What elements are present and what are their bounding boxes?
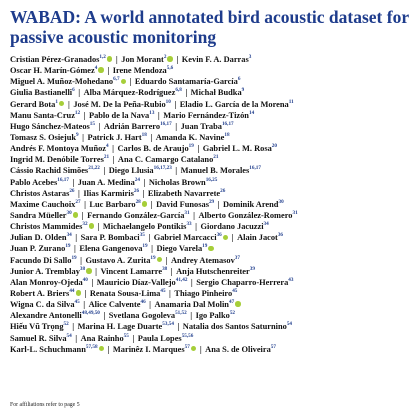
author-name: Tomasz S. Osiejuk <box>10 132 77 142</box>
affiliation-superscript[interactable]: 31 <box>292 210 298 217</box>
author-separator: | <box>129 77 132 87</box>
affiliation-superscript[interactable]: 45 <box>74 299 80 306</box>
author-name: Julian D. Olden <box>10 233 67 243</box>
author-separator: | <box>81 210 84 220</box>
author-line <box>10 110 416 121</box>
orcid-icon[interactable] <box>73 212 79 218</box>
author-name: Luc Barbaro <box>89 199 136 209</box>
orcid-icon[interactable] <box>157 257 163 263</box>
author-name: Ilias Karmiris <box>83 188 134 198</box>
author-separator: | <box>149 300 152 310</box>
orcid-icon[interactable] <box>76 290 82 296</box>
author-name: Thiago Pinheiro <box>174 288 233 298</box>
affiliation-superscript[interactable]: 57,58 <box>85 343 98 350</box>
affiliation-superscript[interactable]: 4 <box>106 143 109 150</box>
author-name: Igo Palko <box>195 311 230 321</box>
author-name: Kevin F. A. Darras <box>181 55 249 64</box>
affiliation-superscript[interactable]: 57 <box>184 343 190 350</box>
author-name: Diego Varela <box>156 244 203 254</box>
orcid-icon[interactable] <box>98 67 104 73</box>
affiliation-superscript[interactable]: 35 <box>139 232 145 239</box>
author-separator: | <box>107 66 110 76</box>
author-name: Svetlana Gogoleva <box>108 311 176 321</box>
author-line <box>10 288 416 299</box>
author-separator: | <box>112 155 115 165</box>
author-name: Ana S. de Oliveira <box>205 344 271 354</box>
affiliation-superscript[interactable]: 5,6 <box>166 65 174 72</box>
author-name: Ana Rainho <box>80 333 124 343</box>
affiliation-superscript[interactable]: 21 <box>103 154 110 161</box>
affiliation-superscript[interactable]: 26 <box>133 187 140 194</box>
author-name: Cássio Rachid Simões <box>10 166 89 176</box>
author-name: Sara P. Bombaci <box>80 233 140 243</box>
orcid-icon[interactable] <box>142 201 148 207</box>
affiliation-superscript[interactable]: 52 <box>229 310 235 317</box>
author-name: Andrey Atemasov <box>170 255 235 265</box>
author-line <box>10 232 416 243</box>
author-name: Pablo de la Nava <box>88 110 150 120</box>
author-name: Diego Llusia <box>108 166 154 176</box>
author-line <box>10 154 416 165</box>
affiliation-superscript[interactable]: 15 <box>89 121 95 128</box>
affiliation-superscript[interactable]: 20 <box>271 143 277 150</box>
author-separator: | <box>84 288 87 298</box>
affiliation-superscript[interactable]: 43 <box>288 277 294 284</box>
affiliation-superscript[interactable]: 48,49,50 <box>81 310 100 317</box>
author-name: Elizabeth Navarrete <box>147 188 221 198</box>
affiliation-superscript[interactable]: 1,2 <box>99 54 106 61</box>
author-line <box>10 188 416 199</box>
paper-title: WABAD: A world annotated bird acoustic dataset for passive acoustic monitoring <box>10 7 409 47</box>
affiliation-superscript[interactable]: 28 <box>135 199 141 206</box>
author-line <box>10 54 416 65</box>
affiliation-superscript[interactable]: 19 <box>65 243 71 250</box>
affiliation-superscript[interactable]: 54 <box>66 332 72 339</box>
affiliation-superscript[interactable]: 9 <box>76 132 79 139</box>
author-separator: | <box>170 266 173 276</box>
author-name: Mario Fernández-Tizón <box>163 110 249 120</box>
author-separator: | <box>67 99 70 109</box>
author-line <box>10 132 416 143</box>
affiliation-superscript[interactable]: 6,7 <box>113 76 120 83</box>
author-name: Gabriel Marcacci <box>153 233 217 243</box>
author-name: Hiếu Vũ Trọng <box>10 322 64 332</box>
author-line <box>10 299 416 310</box>
author-name: Alan Monroy-Ojeda <box>10 277 83 287</box>
author-line <box>10 76 416 87</box>
orcid-icon[interactable] <box>99 346 105 352</box>
affiliation-superscript[interactable]: 53,54 <box>162 321 174 328</box>
orcid-icon[interactable] <box>86 268 92 274</box>
author-line <box>10 321 416 332</box>
author-name: Ana C. Camargo Catalano <box>117 155 214 165</box>
affiliation-superscript[interactable]: 47 <box>228 299 235 306</box>
author-separator: | <box>185 88 188 98</box>
affiliation-superscript[interactable]: 12 <box>74 109 81 116</box>
author-separator: | <box>80 255 82 265</box>
author-line <box>10 210 416 221</box>
author-line <box>10 165 416 176</box>
orcid-icon[interactable] <box>208 246 214 252</box>
author-name: Andrés F. Montoya Muñoz <box>10 144 107 154</box>
author-name: Hugo Sánchez-Mateos <box>10 121 90 131</box>
author-name: Sandra Müeller <box>10 210 67 220</box>
affiliation-superscript[interactable]: 37 <box>234 254 240 261</box>
author-separator: | <box>75 233 78 243</box>
author-separator: | <box>72 322 75 332</box>
orcid-icon[interactable] <box>191 346 197 352</box>
author-name: Oscar H. Marín-Gómez <box>10 66 95 76</box>
author-name: José M. De la Peña-Rubio <box>73 99 166 109</box>
author-line <box>10 221 416 232</box>
author-separator: | <box>193 210 195 220</box>
affiliation-superscript[interactable]: 39 <box>249 265 255 272</box>
author-name: Karl-L. Schuchmann <box>10 344 86 354</box>
author-name: Alice Calvente <box>88 300 141 310</box>
author-name: Dominik Arend <box>223 199 279 209</box>
author-name: Juan P. Zurano <box>10 244 66 254</box>
author-name: Michaelangelo Pontikis <box>102 222 187 232</box>
author-separator: | <box>177 322 180 332</box>
affiliation-superscript[interactable]: 36 <box>216 232 222 239</box>
affiliation-superscript[interactable]: 6 <box>72 87 75 94</box>
author-name: Jon Morant <box>121 55 164 64</box>
author-separator: | <box>190 277 193 287</box>
author-name: David Funosas <box>156 199 209 209</box>
author-separator: | <box>157 110 160 120</box>
author-line <box>10 121 416 132</box>
affiliation-superscript[interactable]: 57 <box>270 343 276 350</box>
author-name: Elena Gangenova <box>79 244 143 254</box>
affiliation-superscript[interactable]: 11 <box>288 98 294 105</box>
affiliation-superscript[interactable]: 13 <box>149 109 155 116</box>
author-separator: | <box>165 255 168 265</box>
orcid-icon[interactable] <box>59 101 65 107</box>
author-separator: | <box>84 199 86 209</box>
author-separator: | <box>150 132 153 142</box>
author-line <box>10 65 416 76</box>
author-separator: | <box>143 177 146 187</box>
author-name: Gustavo A. Zurita <box>85 255 151 265</box>
affiliation-superscript[interactable]: 36 <box>277 232 284 239</box>
affiliation-superscript[interactable]: 16,17 <box>249 165 261 172</box>
author-separator: | <box>115 55 118 64</box>
affiliation-superscript[interactable]: 19 <box>150 254 156 261</box>
author-separator: | <box>103 311 106 321</box>
affiliation-superscript[interactable]: 19 <box>202 243 208 250</box>
affiliation-superscript[interactable]: 29 <box>208 199 215 206</box>
author-name: Juan A. Medina <box>77 177 135 187</box>
orcid-icon[interactable] <box>235 301 241 307</box>
affiliation-superscript[interactable]: 2 <box>163 54 167 61</box>
affiliation-superscript[interactable]: 16,17 <box>221 121 234 128</box>
author-separator: | <box>78 188 80 198</box>
affiliation-superscript[interactable]: 31 <box>184 210 190 217</box>
author-separator: | <box>190 311 193 321</box>
author-line <box>10 344 416 355</box>
affiliation-superscript[interactable]: 10 <box>165 98 171 105</box>
author-name: Facundo Di Sallo <box>10 255 72 265</box>
author-name: Vincent Lamarre <box>100 266 163 276</box>
author-separator: | <box>231 233 234 243</box>
affiliation-superscript[interactable]: 44 <box>69 288 75 295</box>
affiliation-superscript[interactable]: 21,22 <box>88 165 100 172</box>
author-name: Gabriel L. M. Rosa <box>202 144 272 154</box>
author-name: Eduardo Santamaría-García <box>134 77 238 87</box>
affiliation-superscript[interactable]: 40 <box>82 277 88 284</box>
author-separator: | <box>91 277 94 287</box>
orcid-icon[interactable] <box>223 235 229 241</box>
author-name: Alba Márquez-Rodríguez <box>83 88 176 98</box>
author-name: Christos Mammides <box>10 222 83 232</box>
affiliations-note: For affiliations refer to page 5 <box>10 402 80 408</box>
author-name: Alain Jacot <box>237 233 278 243</box>
orcid-icon[interactable] <box>107 56 113 62</box>
author-name: Natalia dos Santos Saturnino <box>182 322 287 332</box>
author-name: Carlos B. de Araujo <box>117 144 189 154</box>
author-line <box>10 266 416 277</box>
author-line <box>10 143 416 154</box>
affiliation-superscript[interactable]: 52 <box>63 321 69 328</box>
author-separator: | <box>97 222 100 232</box>
affiliation-superscript[interactable]: 19 <box>188 143 194 150</box>
author-name: Samuel R. Silva <box>10 333 67 343</box>
affiliation-superscript[interactable]: 38 <box>79 265 86 272</box>
affiliation-superscript[interactable]: 18 <box>141 132 147 139</box>
author-separator: | <box>150 199 153 209</box>
affiliation-superscript[interactable]: 3 <box>248 54 252 61</box>
author-separator: | <box>175 121 178 131</box>
author-separator: | <box>176 55 179 64</box>
author-separator: | <box>175 166 178 176</box>
affiliation-superscript[interactable]: 34 <box>66 232 72 239</box>
author-name: Marina H. Lage Duarte <box>77 322 163 332</box>
author-separator: | <box>174 99 177 109</box>
author-name: Alberto González-Romero <box>198 210 293 220</box>
author-separator: | <box>78 88 81 98</box>
author-line <box>10 87 416 98</box>
author-name: Nicholas Brown <box>148 177 206 187</box>
author-separator: | <box>72 177 75 187</box>
author-separator: | <box>107 344 110 354</box>
affiliation-superscript[interactable]: 19 <box>71 254 77 261</box>
author-name: Manu Santa-Cruz <box>10 110 75 120</box>
author-name: Maxime Cauchoix <box>10 199 76 209</box>
author-separator: | <box>98 121 101 131</box>
author-name: Renata Sousa-Lima <box>89 288 161 298</box>
author-line <box>10 243 416 254</box>
author-name: Juan Traba <box>180 121 222 131</box>
affiliation-superscript[interactable]: 16,17 <box>57 176 69 183</box>
affiliation-superscript[interactable]: 9 <box>241 87 245 94</box>
author-name: Manuel B. Morales <box>180 166 250 176</box>
author-name: Anja Hutschenreiter <box>176 266 250 276</box>
affiliation-superscript[interactable]: 14 <box>248 109 255 116</box>
affiliation-superscript[interactable]: 45 <box>232 288 238 295</box>
author-separator: | <box>148 233 151 243</box>
affiliation-superscript[interactable]: 19 <box>142 243 148 250</box>
author-name: Sergio Chaparro-Herrera <box>196 277 289 287</box>
affiliation-superscript[interactable]: 4 <box>94 65 98 72</box>
author-name: Eladio L. García de la Morena <box>179 99 289 109</box>
affiliation-superscript[interactable]: 26 <box>220 187 226 194</box>
affiliation-superscript[interactable]: 55,56 <box>181 332 194 339</box>
affiliation-superscript[interactable]: 46 <box>140 299 146 306</box>
author-separator: | <box>83 300 86 310</box>
affiliation-superscript[interactable]: 51,52 <box>175 310 187 317</box>
author-separator: | <box>75 333 78 343</box>
orcid-icon[interactable] <box>167 56 173 62</box>
author-separator: | <box>199 344 202 354</box>
author-name: Irene Mendoza <box>112 66 167 76</box>
affiliation-superscript[interactable]: 45 <box>160 288 166 295</box>
author-separator: | <box>151 244 153 254</box>
author-line <box>10 277 416 288</box>
author-name: Gerard Bota <box>10 99 56 109</box>
author-line <box>10 199 416 210</box>
author-line <box>10 333 416 344</box>
author-separator: | <box>142 188 145 198</box>
author-name: Patrick J. Hart <box>87 132 142 142</box>
affiliation-superscript[interactable]: 32 <box>82 221 88 228</box>
author-name: Amanda K. Navine <box>155 132 225 142</box>
author-separator: | <box>195 222 197 232</box>
author-separator: | <box>112 144 114 154</box>
affiliation-superscript[interactable]: 24 <box>134 176 140 183</box>
author-name: Giulia Bastianelli <box>10 88 73 98</box>
author-separator: | <box>169 288 171 298</box>
author-name: Christos Astaras <box>10 188 70 198</box>
author-separator: | <box>82 132 84 142</box>
author-name: Fernando González-García <box>87 210 185 220</box>
author-name: Wigna C. da Silva <box>10 300 75 310</box>
affiliation-superscript[interactable]: 27 <box>75 199 81 206</box>
author-separator: | <box>95 266 97 276</box>
author-name: Marinêz I. Marques <box>112 344 185 354</box>
author-name: Junior A. Tremblay <box>10 266 80 276</box>
author-separator: | <box>83 110 86 120</box>
affiliation-superscript[interactable]: 26 <box>69 187 75 194</box>
author-name: Giordano Jacuzzi <box>200 222 264 232</box>
author-name: Ingrid M. Denóbile Torres <box>10 155 104 165</box>
author-name: Michał Budka <box>190 88 242 98</box>
author-name: Miguel A. Muñoz-Mohedano <box>10 77 114 87</box>
author-separator: | <box>74 244 76 254</box>
orcid-icon[interactable] <box>89 223 95 229</box>
affiliation-superscript[interactable]: 55 <box>123 332 129 339</box>
author-name: Alexandre Antonelli <box>10 311 82 321</box>
author-name: Cristian Pérez-Granados <box>10 55 100 64</box>
affiliation-superscript[interactable]: 54 <box>286 321 292 328</box>
affiliation-superscript[interactable]: 34 <box>263 221 269 228</box>
author-name: Paula Lopes <box>137 333 182 343</box>
affiliation-superscript[interactable]: 16,17 <box>160 121 172 128</box>
author-name: Mauricio Díaz-Vallejo <box>96 277 176 287</box>
author-line <box>10 310 416 321</box>
affiliation-superscript[interactable]: 21 <box>213 154 219 161</box>
author-list <box>10 54 416 355</box>
author-name: Pablo Acebes <box>10 177 58 187</box>
author-name: Adrián Barrero <box>103 121 161 131</box>
affiliation-superscript[interactable]: 18 <box>224 132 230 139</box>
affiliation-superscript[interactable]: 30 <box>66 210 72 217</box>
author-name: Robert A. Briers <box>10 288 70 298</box>
author-separator: | <box>103 166 106 176</box>
author-separator: | <box>217 199 220 209</box>
affiliation-superscript[interactable]: 6,8 <box>175 87 182 94</box>
author-line <box>10 99 416 110</box>
orcid-icon[interactable] <box>121 79 127 85</box>
author-name: Anamaria Dal Molin <box>154 300 229 310</box>
affiliation-superscript[interactable]: 30 <box>278 199 284 206</box>
affiliation-superscript[interactable]: 38 <box>162 265 168 272</box>
affiliation-superscript[interactable]: 1 <box>55 98 58 105</box>
affiliation-superscript[interactable]: 33 <box>186 221 192 228</box>
affiliation-superscript[interactable]: 41,42 <box>175 277 188 284</box>
author-line <box>10 177 416 188</box>
affiliation-superscript[interactable]: 16,17,23 <box>153 165 172 172</box>
author-separator: | <box>132 333 135 343</box>
author-line <box>10 255 416 266</box>
affiliation-superscript[interactable]: 6 <box>237 76 241 83</box>
affiliation-superscript[interactable]: 16,25 <box>205 176 218 183</box>
author-separator: | <box>197 144 200 154</box>
